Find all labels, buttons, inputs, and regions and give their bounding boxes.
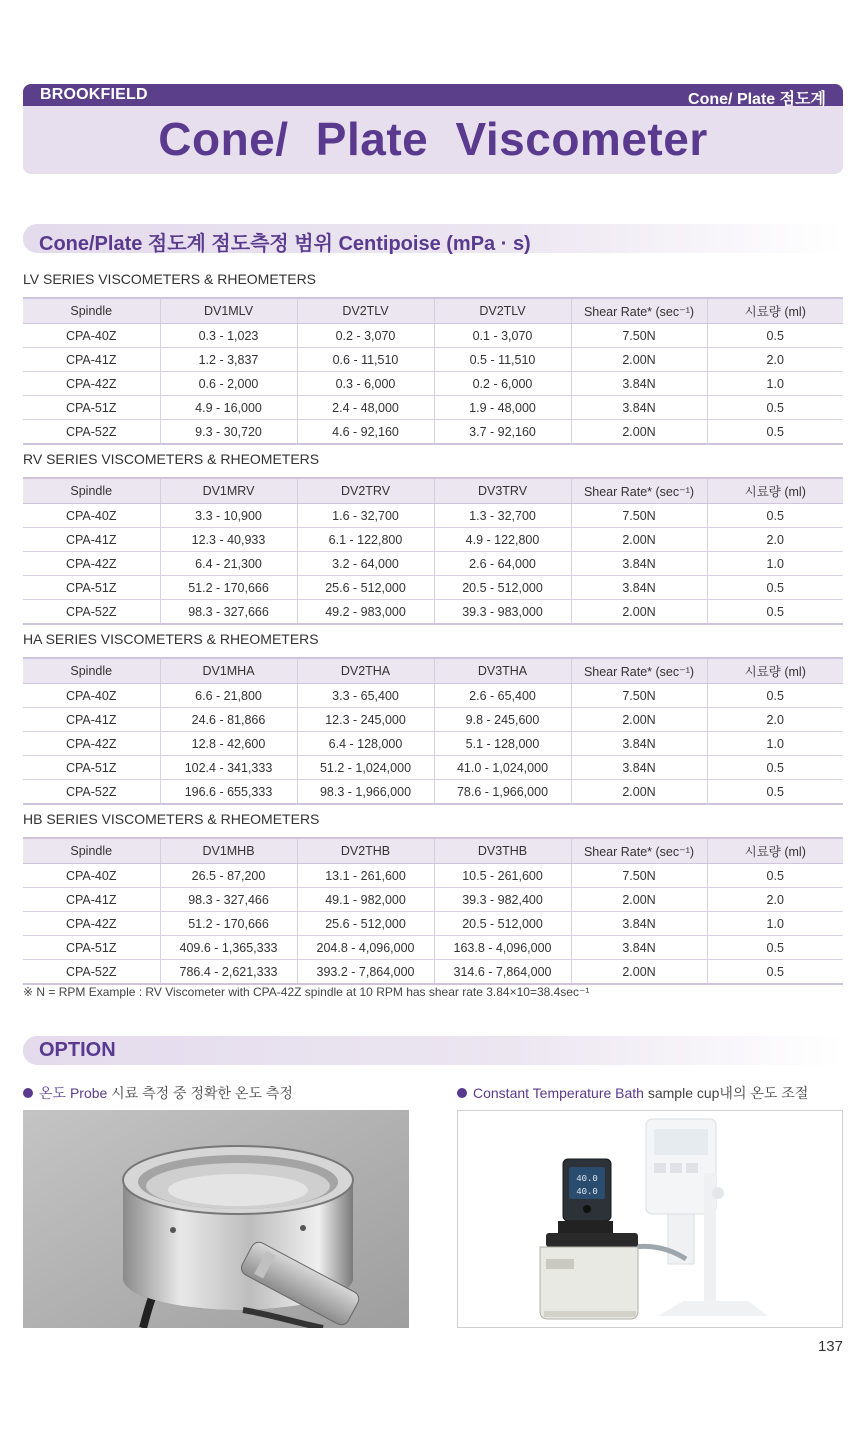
table-header-row (23, 298, 843, 324)
table-cell: 2.00N (571, 348, 707, 372)
table-cell: 6.4 - 128,000 (297, 732, 434, 756)
table-cell: 0.6 - 2,000 (160, 372, 297, 396)
spindle-cell: CPA-41Z (23, 888, 160, 912)
table-cell: 4.9 - 16,000 (160, 396, 297, 420)
table-cell: 204.8 - 4,096,000 (297, 936, 434, 960)
table-cell: 393.2 - 7,864,000 (297, 960, 434, 985)
table-cell: 0.1 - 3,070 (434, 324, 571, 348)
table-cell: 51.2 - 1,024,000 (297, 756, 434, 780)
header-band (23, 84, 843, 174)
spindle-cell: CPA-41Z (23, 708, 160, 732)
table-cell: 0.3 - 6,000 (297, 372, 434, 396)
table-cell: 98.3 - 1,966,000 (297, 780, 434, 805)
table-cell: 12.3 - 40,933 (160, 528, 297, 552)
spindle-cell: CPA-40Z (23, 864, 160, 888)
spindle-cell: CPA-52Z (23, 780, 160, 805)
table-cell: 26.5 - 87,200 (160, 864, 297, 888)
table-cell: 0.5 (707, 864, 843, 888)
table-cell: 6.1 - 122,800 (297, 528, 434, 552)
table-cell: 0.6 - 11,510 (297, 348, 434, 372)
spindle-cell: CPA-40Z (23, 684, 160, 708)
range-section-heading-text: Cone/Plate 점도계 점도측정 범위 Centipoise (mPa · s) (39, 233, 531, 255)
table-cell: 2.00N (571, 888, 707, 912)
table-cell: 10.5 - 261,600 (434, 864, 571, 888)
table-row (23, 552, 843, 576)
table-header-row (23, 658, 843, 684)
column-header: DV2TRV (297, 478, 434, 504)
table-cell: 9.8 - 245,600 (434, 708, 571, 732)
series-title-ha: HA SERIES VISCOMETERS & RHEOMETERS (23, 631, 319, 647)
table-row (23, 756, 843, 780)
column-header: DV1MHA (160, 658, 297, 684)
option-caption-probe-text: 시료 측정 중 정확한 온도 측정 (107, 1085, 293, 1101)
table-cell: 98.3 - 327,466 (160, 888, 297, 912)
table-cell: 24.6 - 81,866 (160, 708, 297, 732)
table-row (23, 600, 843, 625)
table-row (23, 864, 843, 888)
column-header: DV3THB (434, 838, 571, 864)
table-cell: 4.9 - 122,800 (434, 528, 571, 552)
table-cell: 2.0 (707, 528, 843, 552)
temperature-probe-photo (23, 1110, 409, 1328)
column-header: Shear Rate* (sec⁻¹) (571, 838, 707, 864)
table-cell: 2.4 - 48,000 (297, 396, 434, 420)
table-cell: 7.50N (571, 504, 707, 528)
table-cell: 0.2 - 6,000 (434, 372, 571, 396)
category-label: Cone/ Plate 점도계 (688, 91, 826, 108)
table-cell: 2.0 (707, 348, 843, 372)
table-cell: 102.4 - 341,333 (160, 756, 297, 780)
option-caption-bath (457, 1083, 808, 1103)
table-cell: 2.00N (571, 600, 707, 625)
table-cell: 0.5 (707, 576, 843, 600)
table-cell: 1.0 (707, 372, 843, 396)
table-rv (23, 477, 843, 625)
series-title-hb: HB SERIES VISCOMETERS & RHEOMETERS (23, 811, 320, 827)
table-ha (23, 657, 843, 805)
column-header: Spindle (23, 838, 160, 864)
table-cell: 78.6 - 1,966,000 (434, 780, 571, 805)
table-cell: 1.0 (707, 732, 843, 756)
table-cell: 20.5 - 512,000 (434, 912, 571, 936)
table-cell: 3.84N (571, 372, 707, 396)
spindle-cell: CPA-52Z (23, 600, 160, 625)
header-bar (23, 84, 843, 106)
spindle-cell: CPA-42Z (23, 732, 160, 756)
series-title-lv: LV SERIES VISCOMETERS & RHEOMETERS (23, 271, 317, 287)
table-cell: 7.50N (571, 864, 707, 888)
table-cell: 7.50N (571, 324, 707, 348)
column-header: DV1MLV (160, 298, 297, 324)
table-cell: 41.0 - 1,024,000 (434, 756, 571, 780)
table-cell: 13.1 - 261,600 (297, 864, 434, 888)
page-number: 137 (817, 1338, 843, 1355)
table-cell: 5.1 - 128,000 (434, 732, 571, 756)
column-header: DV3TRV (434, 478, 571, 504)
table-cell: 2.00N (571, 420, 707, 445)
table-row (23, 348, 843, 372)
table-row (23, 528, 843, 552)
table-cell: 25.6 - 512,000 (297, 576, 434, 600)
table-cell: 3.84N (571, 552, 707, 576)
table-cell: 12.3 - 245,000 (297, 708, 434, 732)
table-cell: 0.5 (707, 396, 843, 420)
table-cell: 0.5 (707, 600, 843, 625)
column-header: DV3THA (434, 658, 571, 684)
table-cell: 786.4 - 2,621,333 (160, 960, 297, 985)
table-cell: 9.3 - 30,720 (160, 420, 297, 445)
table-row (23, 420, 843, 445)
table-cell: 0.5 (707, 324, 843, 348)
bath-display-setpoint: 40.0 (576, 1174, 598, 1184)
table-cell: 12.8 - 42,600 (160, 732, 297, 756)
table-row (23, 780, 843, 805)
column-header: Spindle (23, 478, 160, 504)
column-header: DV2THA (297, 658, 434, 684)
table-lv (23, 297, 843, 445)
table-cell: 7.50N (571, 684, 707, 708)
table-cell: 39.3 - 983,000 (434, 600, 571, 625)
bullet-icon (457, 1088, 467, 1098)
table-row (23, 684, 843, 708)
table-cell: 3.84N (571, 576, 707, 600)
bath-illustration (458, 1111, 842, 1327)
spindle-cell: CPA-51Z (23, 936, 160, 960)
column-header: DV1MRV (160, 478, 297, 504)
table-cell: 1.0 (707, 552, 843, 576)
table-cell: 2.00N (571, 780, 707, 805)
table-cell: 25.6 - 512,000 (297, 912, 434, 936)
option-caption-bath-emphasis: Constant Temperature Bath (473, 1085, 644, 1101)
table-cell: 0.5 - 11,510 (434, 348, 571, 372)
table-cell: 0.5 (707, 780, 843, 805)
table-row (23, 732, 843, 756)
spindle-cell: CPA-41Z (23, 348, 160, 372)
option-caption-probe-emphasis: 온도 Probe (39, 1085, 108, 1101)
column-header: Shear Rate* (sec⁻¹) (571, 298, 707, 324)
table-cell: 0.5 (707, 936, 843, 960)
table-cell: 3.84N (571, 396, 707, 420)
table-cell: 3.2 - 64,000 (297, 552, 434, 576)
column-header: 시료량 (ml) (707, 658, 843, 684)
table-row (23, 396, 843, 420)
temperature-bath-photo (457, 1110, 843, 1328)
table-cell: 314.6 - 7,864,000 (434, 960, 571, 985)
probe-cup-illustration (23, 1110, 409, 1328)
table-cell: 0.5 (707, 960, 843, 985)
table-cell: 0.3 - 1,023 (160, 324, 297, 348)
spindle-cell: CPA-41Z (23, 528, 160, 552)
option-caption-bath-text: sample cup내의 온도 조절 (643, 1085, 809, 1101)
column-header: Shear Rate* (sec⁻¹) (571, 478, 707, 504)
spindle-cell: CPA-40Z (23, 504, 160, 528)
table-row (23, 936, 843, 960)
table-cell: 2.0 (707, 888, 843, 912)
brand-label: BROOKFIELD (40, 86, 148, 103)
table-cell: 0.5 (707, 420, 843, 445)
table-cell: 2.00N (571, 960, 707, 985)
table-row (23, 960, 843, 985)
table-cell: 0.2 - 3,070 (297, 324, 434, 348)
table-cell: 49.2 - 983,000 (297, 600, 434, 625)
table-cell: 3.84N (571, 732, 707, 756)
table-cell: 409.6 - 1,365,333 (160, 936, 297, 960)
table-row (23, 324, 843, 348)
column-header: 시료량 (ml) (707, 478, 843, 504)
table-row (23, 372, 843, 396)
series-title-rv: RV SERIES VISCOMETERS & RHEOMETERS (23, 451, 320, 467)
table-cell: 3.84N (571, 756, 707, 780)
bullet-icon (23, 1088, 33, 1098)
column-header: Spindle (23, 298, 160, 324)
spindle-cell: CPA-42Z (23, 552, 160, 576)
table-row (23, 576, 843, 600)
table-cell: 196.6 - 655,333 (160, 780, 297, 805)
spindle-cell: CPA-51Z (23, 756, 160, 780)
table-cell: 3.3 - 10,900 (160, 504, 297, 528)
table-cell: 2.6 - 64,000 (434, 552, 571, 576)
footnote: ※ N = RPM Example : RV Viscometer with CPA-42Z spindle at 10 RPM has shear rate 3.84×10=38.4sec⁻¹ (23, 985, 590, 999)
table-cell: 6.4 - 21,300 (160, 552, 297, 576)
table-row (23, 504, 843, 528)
option-caption-probe (23, 1083, 293, 1103)
spindle-cell: CPA-51Z (23, 396, 160, 420)
option-heading-text: OPTION (39, 1039, 116, 1061)
column-header: DV2TLV (297, 298, 434, 324)
table-row (23, 708, 843, 732)
column-header: Shear Rate* (sec⁻¹) (571, 658, 707, 684)
table-cell: 4.6 - 92,160 (297, 420, 434, 445)
table-cell: 20.5 - 512,000 (434, 576, 571, 600)
table-row (23, 888, 843, 912)
table-cell: 3.3 - 65,400 (297, 684, 434, 708)
table-header-row (23, 478, 843, 504)
table-row (23, 912, 843, 936)
spindle-cell: CPA-52Z (23, 420, 160, 445)
spindle-cell: CPA-42Z (23, 912, 160, 936)
table-cell: 39.3 - 982,400 (434, 888, 571, 912)
spindle-cell: CPA-51Z (23, 576, 160, 600)
range-section-heading (23, 224, 843, 253)
table-cell: 0.5 (707, 684, 843, 708)
table-cell: 1.6 - 32,700 (297, 504, 434, 528)
table-cell: 2.00N (571, 528, 707, 552)
table-cell: 51.2 - 170,666 (160, 912, 297, 936)
table-cell: 1.2 - 3,837 (160, 348, 297, 372)
table-cell: 98.3 - 327,666 (160, 600, 297, 625)
option-section-heading (23, 1036, 843, 1065)
page-title: Cone/ Plate Viscometer (158, 113, 708, 165)
table-cell: 1.3 - 32,700 (434, 504, 571, 528)
table-cell: 1.9 - 48,000 (434, 396, 571, 420)
table-header-row (23, 838, 843, 864)
table-cell: 51.2 - 170,666 (160, 576, 297, 600)
column-header: 시료량 (ml) (707, 298, 843, 324)
table-cell: 3.7 - 92,160 (434, 420, 571, 445)
bath-display-actual: 40.0 (576, 1187, 598, 1197)
table-cell: 2.0 (707, 708, 843, 732)
table-cell: 0.5 (707, 504, 843, 528)
column-header: DV2TLV (434, 298, 571, 324)
table-cell: 163.8 - 4,096,000 (434, 936, 571, 960)
table-cell: 2.6 - 65,400 (434, 684, 571, 708)
column-header: Spindle (23, 658, 160, 684)
spindle-cell: CPA-40Z (23, 324, 160, 348)
spindle-cell: CPA-42Z (23, 372, 160, 396)
table-cell: 1.0 (707, 912, 843, 936)
column-header: DV1MHB (160, 838, 297, 864)
table-cell: 0.5 (707, 756, 843, 780)
table-cell: 49.1 - 982,000 (297, 888, 434, 912)
table-cell: 3.84N (571, 912, 707, 936)
table-cell: 2.00N (571, 708, 707, 732)
table-cell: 6.6 - 21,800 (160, 684, 297, 708)
table-cell: 3.84N (571, 936, 707, 960)
table-hb (23, 837, 843, 985)
column-header: DV2THB (297, 838, 434, 864)
column-header: 시료량 (ml) (707, 838, 843, 864)
spindle-cell: CPA-52Z (23, 960, 160, 985)
